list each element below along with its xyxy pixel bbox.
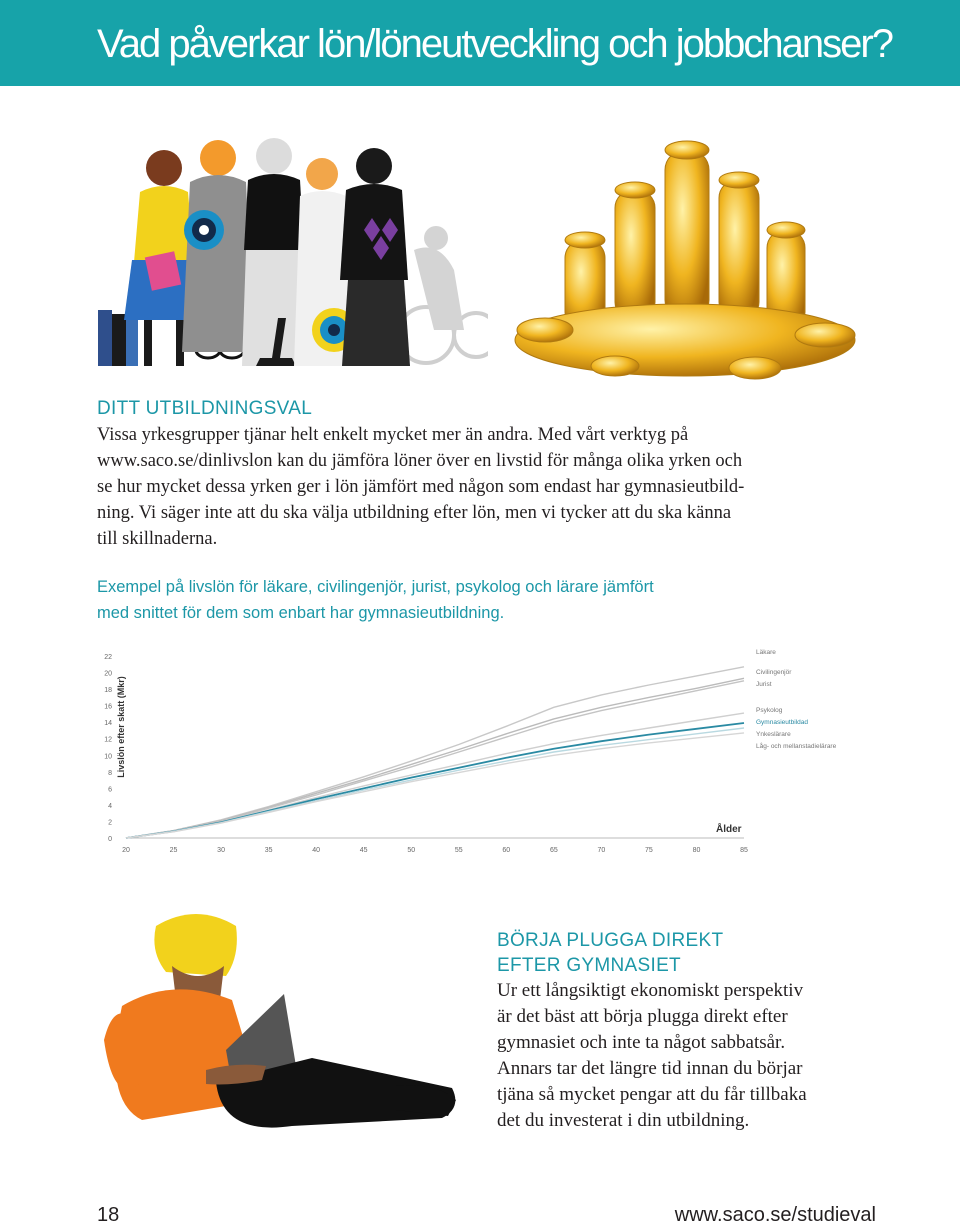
x-tick-label: 30 bbox=[217, 847, 225, 854]
x-tick-label: 45 bbox=[359, 847, 368, 854]
heading-line: BÖRJA PLUGGA DIREKT bbox=[497, 930, 724, 951]
x-tick-label: 20 bbox=[122, 847, 130, 854]
y-axis-label: Livslön efter skatt (Mkr) bbox=[116, 676, 126, 778]
body-line: www.saco.se/dinlivslon kan du jämföra löner över en livstid för många olika yrken och bbox=[97, 451, 743, 471]
series-line bbox=[126, 678, 744, 838]
body-line: det du investerat i din utbildning. bbox=[497, 1110, 750, 1131]
livslon-line-chart bbox=[96, 638, 866, 868]
x-axis-label: Ålder bbox=[716, 824, 742, 835]
y-tick-label: 4 bbox=[108, 802, 112, 810]
x-tick-label: 85 bbox=[740, 847, 748, 854]
y-tick-label: 20 bbox=[104, 670, 112, 678]
body-line: gymnasiet och inte ta något sabbatsår. bbox=[497, 1032, 786, 1053]
page-number: 18 bbox=[97, 1204, 120, 1226]
body-line: är det bäst att börja plugga direkt efter bbox=[497, 1006, 788, 1027]
y-tick-label: 16 bbox=[104, 703, 112, 711]
y-tick-label: 8 bbox=[108, 769, 112, 777]
people-illustration bbox=[96, 130, 488, 370]
body-line: Ur ett långsiktigt ekonomiskt perspektiv bbox=[497, 980, 804, 1001]
legend-entry: Gymnasieutbildad bbox=[756, 719, 809, 726]
legend-entry: Låg- och mellanstadielärare bbox=[756, 743, 837, 750]
section-body-utbildningsval bbox=[97, 422, 744, 552]
series-line bbox=[126, 667, 744, 838]
series-line bbox=[126, 681, 744, 838]
legend-entry: Psykolog bbox=[756, 707, 783, 714]
section-heading-utbildningsval: DITT UTBILDNINGSVAL bbox=[97, 398, 313, 419]
legend-entry: Jurist bbox=[756, 681, 772, 688]
legend-entry: Civilingenjör bbox=[756, 669, 792, 676]
y-tick-label: 6 bbox=[108, 786, 112, 794]
body-line: Vissa yrkesgrupper tjänar helt enkelt mycket mer än andra. Med vårt verktyg på bbox=[97, 425, 689, 445]
x-tick-label: 70 bbox=[597, 847, 606, 854]
body-line: till skillnaderna. bbox=[97, 529, 218, 549]
legend-entry: Ynkeslärare bbox=[756, 731, 791, 738]
body-line: tjäna så mycket pengar att du får tillbaka bbox=[497, 1084, 807, 1105]
page-title: Vad påverkar lön/löneutveckling och jobbchanser? bbox=[97, 22, 892, 66]
chart-caption bbox=[97, 574, 654, 626]
body-line: ning. Vi säger inte att du ska välja utbildning efter lön, men vi tycker att du ska känna bbox=[97, 503, 732, 523]
x-tick-label: 50 bbox=[407, 847, 416, 854]
x-tick-label: 55 bbox=[454, 847, 463, 854]
y-tick-label: 22 bbox=[104, 654, 112, 661]
x-tick-label: 80 bbox=[692, 847, 701, 854]
y-tick-label: 0 bbox=[108, 836, 112, 843]
legend-entry: Läkare bbox=[756, 649, 776, 656]
section-body-borja-plugga bbox=[497, 978, 807, 1134]
student-laptop-illustration bbox=[96, 910, 468, 1144]
y-tick-label: 14 bbox=[104, 720, 112, 728]
body-line: se hur mycket dessa yrken ger i lön jämfört med någon som endast har gymnasieutbild- bbox=[97, 477, 745, 497]
body-line: Annars tar det längre tid innan du börjar bbox=[497, 1058, 803, 1079]
caption-line: Exempel på livslön för läkare, civilingenjör, jurist, psykolog och lärare jämfört bbox=[97, 578, 654, 596]
y-tick-label: 10 bbox=[104, 753, 112, 761]
x-tick-label: 35 bbox=[264, 847, 273, 854]
x-tick-label: 40 bbox=[312, 847, 321, 854]
x-tick-label: 25 bbox=[169, 847, 178, 854]
x-tick-label: 60 bbox=[502, 847, 511, 854]
y-tick-label: 12 bbox=[104, 736, 112, 744]
x-tick-label: 65 bbox=[549, 847, 558, 854]
footer-url-link[interactable]: www.saco.se/studieval bbox=[674, 1204, 876, 1226]
gold-coins-illustration bbox=[505, 130, 865, 388]
section-heading-borja-plugga bbox=[497, 928, 723, 978]
y-tick-label: 2 bbox=[108, 819, 112, 827]
y-tick-label: 18 bbox=[104, 687, 112, 695]
caption-line: med snittet för dem som enbart har gymnasieutbildning. bbox=[97, 604, 505, 622]
title-banner bbox=[0, 0, 960, 86]
heading-line: EFTER GYMNASIET bbox=[497, 955, 681, 976]
x-tick-label: 75 bbox=[645, 847, 653, 854]
